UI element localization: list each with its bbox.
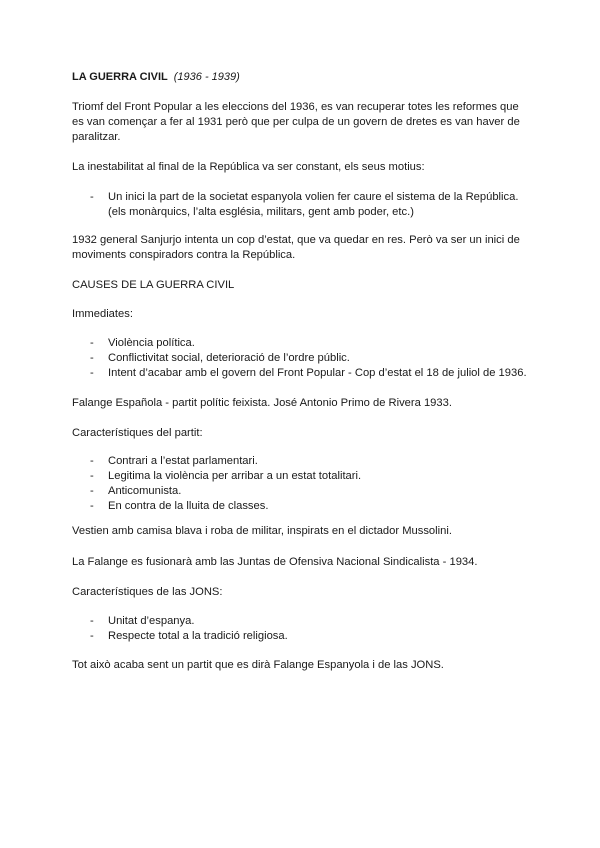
heading-causes: CAUSES DE LA GUERRA CIVIL xyxy=(72,279,235,291)
document-title xyxy=(72,70,532,85)
title-main: LA GUERRA CIVIL xyxy=(72,71,168,83)
bullet-dash: - xyxy=(90,367,94,379)
bullet-dash: - xyxy=(90,615,94,627)
paragraph-inestabilitat: La inestabilitat al final de la República va ser constant, els seus motius: xyxy=(72,161,425,173)
bullet-dash: - xyxy=(90,500,94,512)
bullet-dash: - xyxy=(90,485,94,497)
list-item-text: En contra de la lluita de classes. xyxy=(108,500,269,512)
bullet-dash: - xyxy=(90,630,94,642)
paragraph-vestien: Vestien amb camisa blava i roba de militar, inspirats en el dictador Mussolini. xyxy=(72,525,452,537)
bullet-dash: - xyxy=(90,455,94,467)
bullet-dash: - xyxy=(90,191,94,203)
paragraph-fusio: La Falange es fusionarà amb las Juntas de Ofensiva Nacional Sindicalista - 1934. xyxy=(72,556,478,568)
paragraph-front-popular: Triomf del Front Popular a les eleccions del 1936, es van recuperar totes les reformes que es van començar a fer al 1931 però que per culpa de un govern de dretes es van haver de paralitzar. xyxy=(72,101,520,143)
list-item xyxy=(90,190,530,220)
list-item-text: Respecte total a la tradició religiosa. xyxy=(108,630,288,642)
list-item-text: Anticomunista. xyxy=(108,485,182,497)
label-immediates: Immediates: xyxy=(72,308,133,320)
bullet-dash: - xyxy=(90,470,94,482)
list-item-text: Contrari a l’estat parlamentari. xyxy=(108,455,258,467)
list-item-text: Un inici la part de la societat espanyola volien fer caure el sistema de la República. (els monàrquics, l’alta església, militars, gent amb poder, etc.) xyxy=(108,191,519,218)
label-caracteristiques-jons: Característiques de las JONS: xyxy=(72,586,223,598)
bullet-dash: - xyxy=(90,352,94,364)
list-item-text: Violència política. xyxy=(108,337,195,349)
title-dates: (1936 - 1939) xyxy=(173,71,240,83)
list-item-text: Legitima la violència per arribar a un estat totalitari. xyxy=(108,470,362,482)
paragraph-falange: Falange Española - partit polític feixista. José Antonio Primo de Rivera 1933. xyxy=(72,397,452,409)
paragraph-conclusio: Tot això acaba sent un partit que es dirà Falange Espanyola i de las JONS. xyxy=(72,659,444,671)
paragraph-sanjurjo: 1932 general Sanjurjo intenta un cop d’estat, que va quedar en res. Però va ser un inici de moviments conspiradors contra la República. xyxy=(72,234,520,261)
list-item-text: Unitat d’espanya. xyxy=(108,615,195,627)
list-item-text: Conflictivitat social, deterioració de l’ordre públic. xyxy=(108,352,350,364)
label-caracteristiques-partit: Característiques del partit: xyxy=(72,427,203,439)
list-item-text: Intent d’acabar amb el govern del Front Popular - Cop d’estat el 18 de juliol de 1936. xyxy=(108,367,527,379)
bullet-dash: - xyxy=(90,337,94,349)
